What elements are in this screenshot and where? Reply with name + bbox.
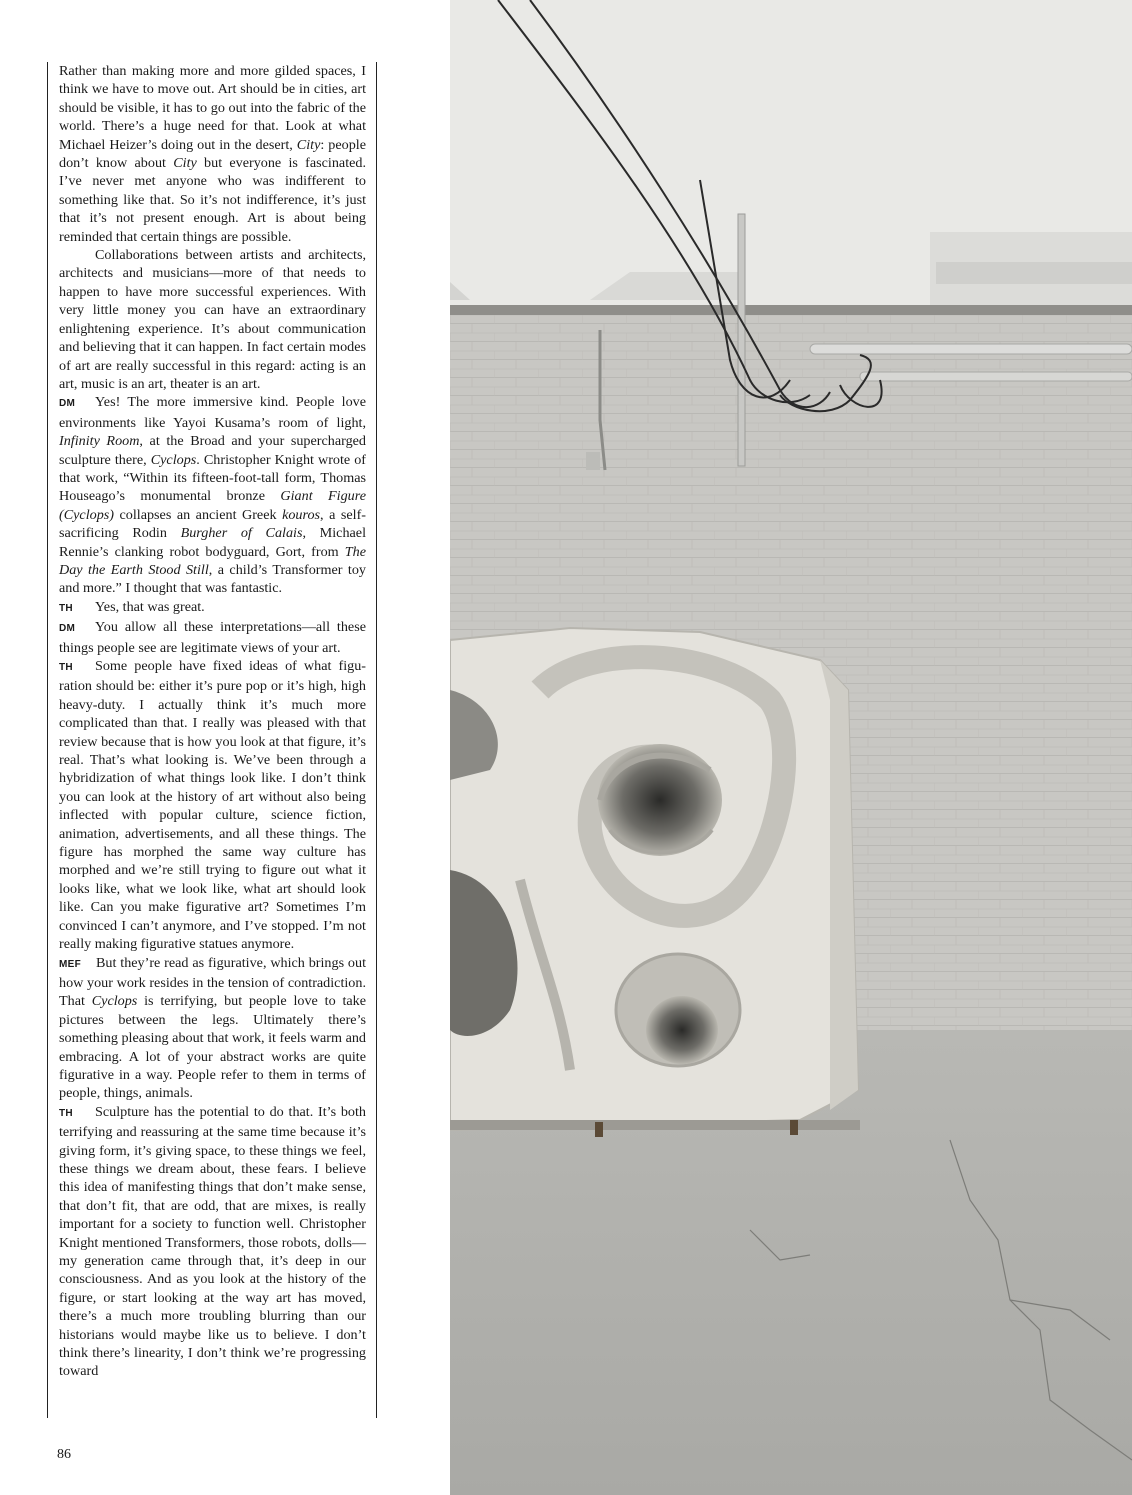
article-paragraph bbox=[59, 954, 366, 1103]
italic-title: Cyclops bbox=[150, 451, 197, 468]
paragraph-text: Some people have fixed ideas of what figuration should be: either it’s pure pop or it’s high, high heavy-duty. I actually think it’s much more complicated than that. I really was pleased with that review because that is how you look at that figure, it’s real. That’s what looking is. We’ve been through a hybridization of what things look like. I don’t think you can look at the history of art without also being inflected with popular culture, science fiction, animation, advertisements, and all these things. The figure has morphed the same way culture has morphed and we’re still trying to figure out what it looks like, what we look like, what art should look like. Can you make figurative art? Sometimes I’m convinced I can’t anymore, and I’ve stopped. I’m not really making figurative statues anymore. bbox=[59, 658, 366, 953]
paragraph-text: , Michael Rennie’s clanking robot bodyguard, Gort, from bbox=[59, 525, 367, 560]
italic-title: Cyclops bbox=[91, 993, 138, 1010]
sculpture-photograph bbox=[450, 0, 1132, 1495]
speaker-initials: DM bbox=[59, 398, 76, 410]
paragraph-text: Yes, that was great. bbox=[95, 598, 205, 615]
sculpture-lower-hole bbox=[646, 996, 718, 1064]
paragraph-text: , at the Broad and your supercharged sculpture there, bbox=[59, 433, 366, 468]
paragraph-text: Sculpture has the potential to do that. It’s both terrifying and reassuring at the same time because it’s giving form, it’s giving space, to these things we feel, these things we dream about, these fears. I believe this idea of manifesting things that don’t make sense, that don’t fit, that are odd, that are mixes, is really important for a society to function well. Christopher Knight mentioned Transformers, those robots, dolls—my generation came through that, it’s deep in our consciousness. And as you look at the history of the figure, or start looking at the way art has moved, there’s a much more troubling blurring than our historians would maybe like us to believe. I don’t think there’s linearity, I don’t think we’re progressing toward bbox=[59, 1103, 366, 1380]
italic-title: The Day the Earth Stood Still bbox=[59, 543, 366, 578]
paragraph-text: You allow all these interpretations—all these things people see are legitimate views of your art. bbox=[59, 619, 366, 656]
italic-title: Giant Figure (Cyclops) bbox=[59, 488, 366, 523]
white-sculpture bbox=[450, 628, 860, 1137]
paragraph-text: Yes! The more immersive kind. People love environments like Yayoi Kusama’s room of light, bbox=[59, 394, 366, 431]
italic-title: City bbox=[173, 155, 197, 172]
italic-title: kouros bbox=[282, 506, 321, 523]
paragraph-text: , a self-sacrificing Rodin bbox=[59, 506, 366, 542]
wall-cap bbox=[450, 305, 1132, 315]
article-paragraph bbox=[59, 1103, 366, 1381]
article-column bbox=[47, 62, 377, 1418]
speaker-initials: TH bbox=[59, 1107, 73, 1119]
article-paragraph bbox=[59, 618, 366, 657]
paragraph-text: but everyone is fascinated. I’ve never met anyone who was indifferent to something like that. So it’s not indifference, it’s just that it’s not present enough. Art is about being reminded that certain things are possible. bbox=[59, 155, 367, 245]
paragraph-text: But they’re read as figurative, which brings out how your work resides in the tension of contradiction. That bbox=[59, 954, 366, 1010]
paragraph-text: collapses an ancient Greek bbox=[113, 506, 283, 523]
photo-svg bbox=[450, 0, 1132, 1495]
paragraph-text: Collaborations between artists and architects, architects and musicians—more of that needs to happen to have more successful experiences. With very little money you can have an extraordinary enlightening experience. It’s about communication and believing that it can happen. In fact certain modes of art are really successful in this regard: acting is an art, music is an art, theater is an art. bbox=[59, 247, 366, 392]
speaker-initials: TH bbox=[59, 662, 73, 673]
speaker-initials: DM bbox=[59, 623, 76, 635]
paragraph-text: : people don’t know about bbox=[59, 136, 366, 172]
article-paragraph bbox=[59, 657, 366, 954]
paragraph-text: , a child’s Transformer toy and more.” I thought that was fantastic. bbox=[59, 561, 366, 597]
italic-title: Burgher of Calais bbox=[180, 525, 303, 542]
italic-title: Infinity Room bbox=[59, 433, 140, 450]
article-paragraph bbox=[59, 393, 366, 597]
article-paragraph bbox=[59, 62, 366, 246]
article-paragraph bbox=[59, 246, 366, 393]
paragraph-text: Rather than making more and more gilded spaces, I think we have to move out. Art should be in cities, art should be visible, it has to go out into the fabric of the world. There’s a huge need for that. Look at what Michael Heizer’s doing out in the desert, bbox=[59, 63, 366, 153]
article-paragraph bbox=[59, 598, 366, 618]
speaker-initials: MEF bbox=[59, 958, 82, 970]
page-number: 86 bbox=[57, 1447, 71, 1462]
paragraph-text: . Christopher Knight wrote of that work, “Within its fifteen-foot-tall form, Thomas Houseago’s monumental bronze bbox=[59, 451, 367, 505]
paragraph-text: is terrifying, but people love to take pictures between the legs. Ultimately there’s something pleasing about that work, it feels warm and embracing. A lot of your abstract works are quite figurative in a way. People refer to them in terms of people, things, animals. bbox=[59, 993, 366, 1102]
speaker-initials: TH bbox=[59, 602, 73, 614]
italic-title: City bbox=[296, 136, 321, 153]
